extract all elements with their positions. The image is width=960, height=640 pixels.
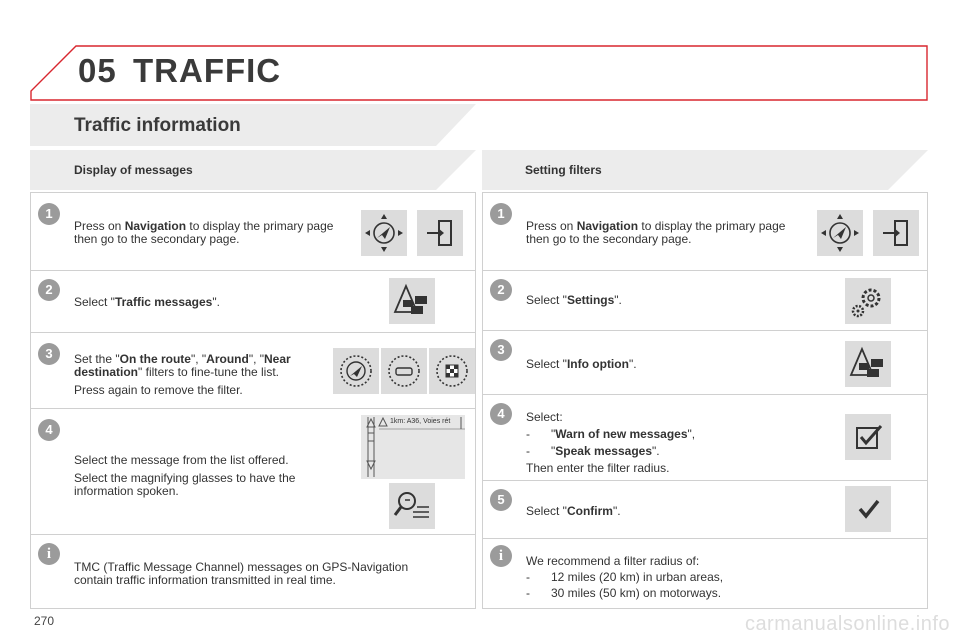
section-title: Traffic information	[74, 115, 241, 136]
step-text: Select: - "Warn of new messages", - "Speak messages". Then enter the filter radius.	[526, 410, 696, 475]
watermark: carmanualsonline.info	[744, 613, 950, 635]
right-step-2	[483, 270, 927, 330]
step-badge: 3	[490, 339, 512, 361]
step-badge: 5	[490, 489, 512, 511]
left-step-2	[31, 270, 475, 332]
traffic-warning-icon[interactable]	[845, 341, 891, 387]
page-number: 270	[34, 614, 55, 628]
step-text: Select "Info option".	[526, 357, 637, 371]
left-step-4	[31, 408, 475, 534]
info-icon: i	[490, 545, 512, 567]
info-text: TMC (Traffic Message Channel) messages on GPS-Navigation contain traffic information transmitted in real time.	[74, 560, 409, 587]
right-step-5	[483, 480, 927, 538]
right-step-4	[483, 394, 927, 480]
step-badge: 1	[38, 203, 60, 225]
step-text: Press on Navigation to display the primary page then go to the secondary page.	[526, 219, 786, 246]
right-step-3	[483, 330, 927, 394]
left-info-note	[31, 534, 475, 609]
chapter-number: 05	[78, 52, 117, 89]
traffic-message-text: 1km: A36, Voies rét	[390, 418, 451, 425]
step-text: Select "Traffic messages".	[74, 295, 220, 309]
magnifying-glass-speak-icon[interactable]	[389, 483, 435, 529]
step-badge: 2	[38, 279, 60, 301]
step-badge: 4	[490, 403, 512, 425]
step-text: Set the "On the route", "Around", "Near destination" filters to fine-tune the list. Press again to remove the filter.	[74, 352, 291, 397]
chapter-title: TRAFFIC	[133, 52, 282, 89]
right-info-note	[483, 538, 927, 609]
filter-near-destination-icon[interactable]	[429, 348, 475, 394]
info-icon: i	[38, 543, 60, 565]
step-badge: 4	[38, 419, 60, 441]
filter-on-route-icon[interactable]	[333, 348, 379, 394]
step-badge: 2	[490, 279, 512, 301]
step-badge: 1	[490, 203, 512, 225]
step-text: Select "Confirm".	[526, 504, 621, 518]
left-steps-panel	[30, 192, 476, 609]
next-page-icon[interactable]	[873, 210, 919, 256]
navigation-compass-icon[interactable]	[817, 210, 863, 256]
left-step-1	[31, 192, 475, 270]
left-step-3	[31, 332, 475, 408]
next-page-icon[interactable]	[417, 210, 463, 256]
confirm-check-icon[interactable]	[845, 486, 891, 532]
filter-around-icon[interactable]	[381, 348, 427, 394]
step-text: Select the message from the list offered. Select the magnifying glasses to have the information spoken.	[74, 453, 296, 498]
left-column-title: Display of messages	[74, 163, 193, 177]
right-step-1	[483, 192, 927, 270]
checkbox-check-icon[interactable]	[845, 414, 891, 460]
traffic-message-screen[interactable]	[361, 415, 465, 479]
info-text: We recommend a filter radius of: - 12 miles (20 km) in urban areas, - 30 miles (50 km) on motorways.	[526, 554, 724, 600]
navigation-compass-icon[interactable]	[361, 210, 407, 256]
step-badge: 3	[38, 343, 60, 365]
traffic-warning-icon[interactable]	[389, 278, 435, 324]
right-column-title: Setting filters	[525, 163, 602, 177]
settings-gears-icon[interactable]	[845, 278, 891, 324]
step-text: Press on Navigation to display the primary page then go to the secondary page.	[74, 219, 334, 246]
step-text: Select "Settings".	[526, 293, 622, 307]
right-steps-panel	[482, 192, 928, 609]
